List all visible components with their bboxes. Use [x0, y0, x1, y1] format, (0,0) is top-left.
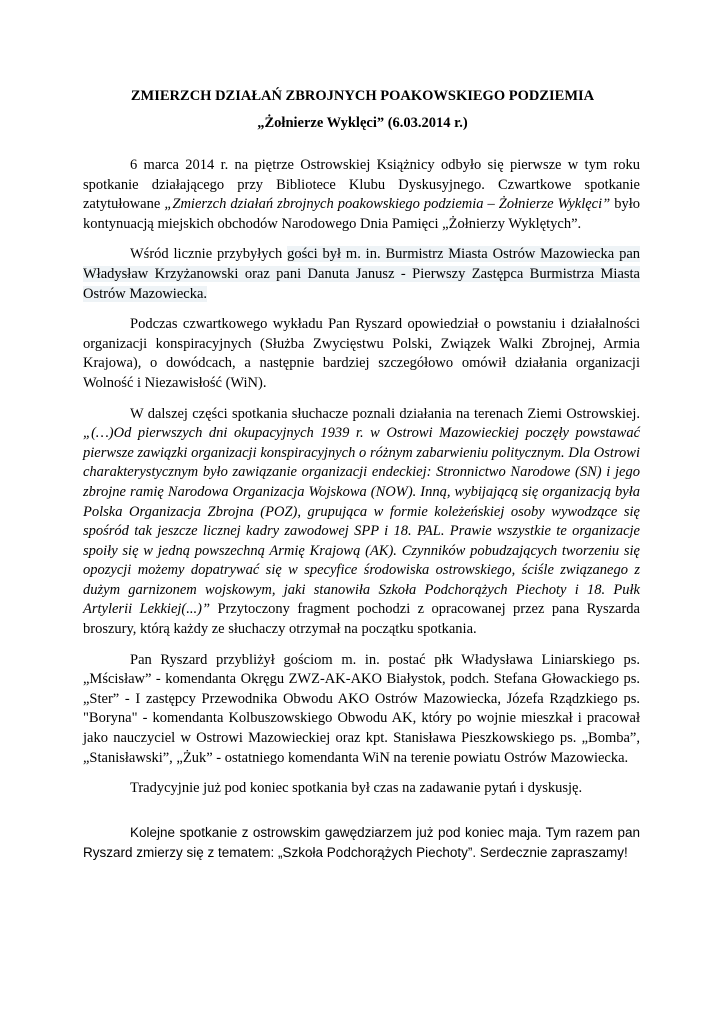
- paragraph-intro: [83, 156, 640, 234]
- guests-text: Wśród licznie przybyłych: [130, 246, 288, 263]
- region-text: W dalszej części spotkania słuchacze poznali działania na terenach Ziemi Ostrowskiej.: [130, 405, 640, 422]
- paragraph-questions: Tradycyjnie już pod koniec spotkania był czas na zadawanie pytań i dyskusję.: [130, 780, 583, 797]
- paragraph-guests: [83, 245, 640, 304]
- document-subtitle: „Żołnierze Wyklęci” (6.03.2014 r.): [257, 115, 468, 131]
- intro-text: 6 marca 2014 r. na piętrze Ostrowskiej Książnicy odbyło się pierwsze w tym roku spotkanie działającego przy Bibliotece Klubu Dyskusyjnego. Czwartkowe spotkanie zatytułowane: [83, 157, 640, 213]
- region-quote: „(…)Od pierwszych dni okupacyjnych 1939 r. w Ostrowi Mazowieckiej poczęły powstawać pierwsze zawiązki organizacji konspiracyjnych o różnym zabarwieniu politycznym. Dla Ostrowi charakterystycznym było zawiązanie organizacji endeckiej: Stronnictwo Narodowe (SN) i jego zbrojne ramię Narodowa Organizacja Wojskowa (NOW). Inną, wybijającą się organizacją była Polska Organizacja Zbrojna (POZ), grupująca w formie koleżeńskiej osoby wywodzące się spośród tak jeszcze licznej kadry zawodowej SPP i 18. PAL. Prawie wszystkie te organizacje spoiły się w jedną powszechną Armię Krajową (AK). Czynników pobudzających tworzeniu się opozycji możemy dopatrywać się w specyfice środowiska ostrowskiego, ściśle związanego z dużym garnizonem wojskowym, jaki stanowiła Szkoła Podchorążych Piechoty i 18. Pułk Artylerii Lekkiej(...)”: [83, 425, 640, 618]
- paragraph-next-meeting: Kolejne spotkanie z ostrowskim gawędziarzem już pod koniec maja. Tym razem pan Ryszard zmierzy się z tematem: „Szkoła Podchorążych Piechoty”. Serdecznie zapraszamy!: [83, 824, 640, 860]
- region-text-end: Przytoczony fragment pochodzi z opracowanej przez pana Ryszarda broszury, którą każdy ze słuchaczy otrzymał na początku spotkania.: [83, 601, 640, 638]
- paragraph-region: [83, 405, 640, 640]
- intro-text-end: było kontynuacją miejskich obchodów Narodowego Dnia Pamięci „Żołnierzy Wyklętych”.: [83, 196, 641, 232]
- guests-highlighted-text: gości był m. in. Burmistrz Miasta Ostrów Mazowiecka pan Władysław Krzyżanowski oraz pani Danuta Janusz - Pierwszy Zastępca Burmistrza Miasta Ostrów Mazowiecka.: [83, 246, 641, 302]
- paragraph-lecture: Podczas czwartkowego wykładu Pan Ryszard opowiedział o powstaniu i działalności organizacji konspiracyjnych (Służba Zwycięstwu Polski, Związek Walki Zbrojnej, Armia Krajowa), o dowódcach, a następnie bardziej szczegółowo omówił działania organizacji Wolność i Niezawisłość (WiN).: [83, 316, 640, 391]
- document-body: [83, 156, 640, 874]
- paragraph-figures: Pan Ryszard przybliżył gościom m. in. postać płk Władysława Liniarskiego ps. „Mścisław” - komendanta Okręgu ZWZ-AK-AKO Białystok, podch. Stefana Głowackiego ps. „Ster” - I zastępcy Przewodnika Obwodu AKO Ostrów Mazowiecka, Józefa Rządzkiego ps. "Boryna" - komendanta Kolbuszowskiego Obwodu AK, który po wojnie mieszkał i pracował jako nauczyciel w Ostrowi Mazowieckiej oraz kpt. Stanisława Pieszkowskiego ps. „Bomba”, „Stanisławski”, „Żuk” - ostatniego komendanta WiN na terenie powiatu Ostrów Mazowiecka.: [83, 651, 640, 766]
- document-title: ZMIERZCH DZIAŁAŃ ZBROJNYCH POAKOWSKIEGO PODZIEMIA: [130, 88, 595, 104]
- document-header: [0, 86, 725, 133]
- intro-italic-title: „Zmierzch działań zbrojnych poakowskiego podziemia – Żołnierze Wyklęci”: [164, 196, 611, 213]
